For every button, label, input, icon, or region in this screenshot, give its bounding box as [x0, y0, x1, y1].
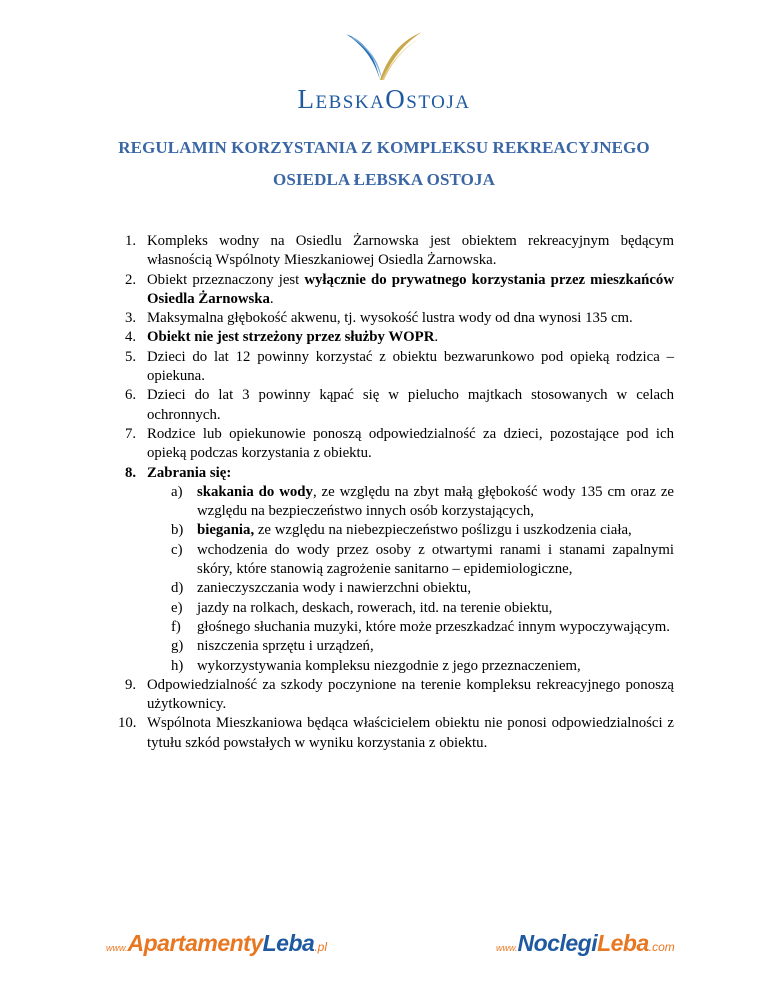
item-text: Dzieci do lat 3 powinny kąpać się w pielucho majtkach stosowanych w celach ochronnych. — [147, 387, 674, 423]
sub-item-g — [106, 637, 674, 656]
list-item-4 — [106, 328, 674, 347]
item-bold-text: wyłącznie do prywatnego korzystania przez mieszkańców Osiedla Żarnowska — [147, 271, 675, 307]
sub-item-label: e) — [171, 599, 183, 616]
sub-item-text: , ze względu na zbyt małą głębokość wody 135 cm oraz ze względu na bezpieczeństwo innych osób korzystających, — [197, 483, 674, 520]
item-number: 9. — [125, 676, 137, 693]
sub-item-label: g) — [171, 638, 184, 655]
item-text: Dzieci do lat 12 powinny korzystać z obiektu bezwarunkowo pod opieką rodzica – opiekuna. — [147, 348, 674, 385]
sub-item-a — [106, 483, 674, 522]
sub-item-c — [106, 541, 674, 580]
sub-item-label: a) — [171, 483, 183, 500]
sub-item-label: b) — [171, 522, 184, 539]
bird-logo-icon — [344, 30, 424, 82]
item-text: Rodzice lub opiekunowie ponoszą odpowiedzialność za dzieci, pozostające pod ich opieką podczas korzystania z obiektu. — [147, 425, 674, 462]
item-bold-text: Obiekt nie jest strzeżony przez służby WOPR — [147, 329, 435, 346]
item-number: 4. — [125, 329, 137, 346]
sub-item-label: f) — [171, 618, 181, 635]
list-item-9 — [106, 676, 674, 715]
item-number: 5. — [125, 348, 137, 365]
footer-tld: .pl — [314, 940, 327, 954]
list-item-7 — [106, 425, 674, 464]
footer-brand-part2: Leba — [597, 930, 649, 956]
item-text-end: . — [269, 290, 274, 307]
item-number: 7. — [125, 425, 137, 442]
sub-item-label: h) — [171, 657, 184, 674]
sub-item-text: jazdy na rolkach, deskach, rowerach, itd. na terenie obiektu, — [197, 599, 553, 616]
sub-item-label: d) — [171, 580, 184, 597]
item-number: 8. — [125, 464, 137, 481]
footer-brand-part1: Noclegi — [517, 930, 598, 956]
item-text: Maksymalna głębokość akwenu, tj. wysokość lustra wody od dna wynosi 135 cm. — [147, 310, 633, 327]
list-item-8 — [106, 464, 674, 483]
list-item-3 — [106, 309, 674, 328]
sub-item-bold-text: biegania, — [197, 522, 255, 539]
sub-item-label: c) — [171, 541, 183, 558]
sub-item-text: ze względu na niebezpieczeństwo poślizgu i uszkodzenia ciała, — [254, 522, 632, 539]
sub-item-bold-text: skakania do wody — [197, 483, 313, 500]
item-number: 2. — [125, 271, 137, 288]
item-number: 10. — [118, 715, 137, 732]
item-text: Wspólnota Mieszkaniowa będąca właścicielem obiektu nie ponosi odpowiedzialności z tytułu szkód powstałych w wyniku korzystania z obiektu. — [147, 715, 674, 751]
footer-logo-apartamentyleba[interactable] — [106, 930, 327, 957]
sub-item-f — [106, 618, 674, 637]
sub-item-text: zanieczyszczania wody i nawierzchni obiektu, — [197, 580, 472, 597]
sub-item-b — [106, 521, 674, 540]
list-item-2 — [106, 271, 674, 310]
footer-www: www. — [106, 943, 128, 953]
footer-tld: .com — [648, 940, 675, 954]
item-text: Kompleks wodny na Osiedlu Żarnowska jest obiektem rekreacyjnym będącym własnością Wspólnoty Mieszkaniowej Osiedla Żarnowska. — [147, 233, 674, 269]
footer-brand-part1: Apartamenty — [127, 930, 263, 956]
footer-brand-part2: Leba — [262, 930, 315, 956]
item-number: 1. — [125, 233, 137, 249]
sub-item-h — [106, 657, 674, 676]
sub-item-text: niszczenia sprzętu i urządzeń, — [197, 638, 374, 655]
list-item-5 — [106, 348, 674, 387]
sub-item-e — [106, 599, 674, 618]
item-text-end: . — [434, 329, 439, 346]
item-bold-text: Zabrania się: — [147, 464, 232, 481]
logo — [0, 30, 768, 115]
item-text: Obiekt przeznaczony jest — [147, 271, 305, 288]
logo-text: LebskaOstoja — [297, 84, 471, 114]
footer-www: www. — [496, 943, 518, 953]
sub-item-text: wykorzystywania kompleksu niezgodnie z jego przeznaczeniem, — [197, 657, 581, 674]
sub-item-text: wchodzenia do wody przez osoby z otwartymi ranami i stanami zapalnymi skóry, które stanowią zagrożenie sanitarno – epidemiologiczne, — [197, 541, 674, 578]
document-title-line1: REGULAMIN KORZYSTANIA Z KOMPLEKSU REKREACYJNEGO — [118, 138, 650, 157]
item-text: Odpowiedzialność za szkody poczynione na terenie kompleksu rekreacyjnego ponoszą użytkownicy. — [147, 676, 674, 713]
list-item-1 — [106, 232, 674, 271]
regulations-list — [106, 232, 674, 753]
sub-item-text: głośnego słuchania muzyki, które może przeszkadzać innym wypoczywającym. — [197, 618, 670, 635]
list-item-6 — [106, 386, 674, 425]
sub-item-d — [106, 579, 674, 598]
list-item-10 — [106, 714, 674, 753]
item-number: 3. — [125, 310, 137, 327]
document-title-line2: OSIEDLA ŁEBSKA OSTOJA — [273, 170, 495, 189]
footer-logo-noclegileba[interactable] — [496, 930, 675, 957]
item-number: 6. — [125, 387, 137, 404]
